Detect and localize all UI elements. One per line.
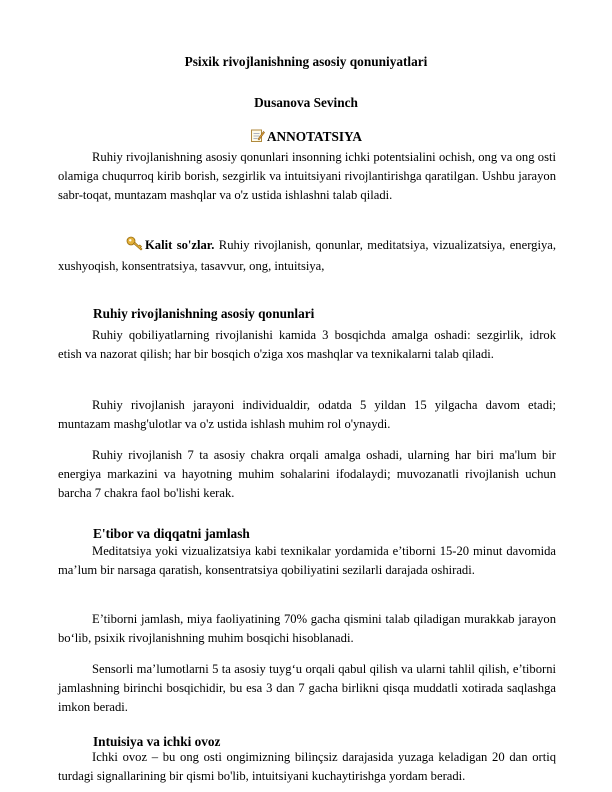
section3-paragraph-1: Ichki ovoz – bu ong osti ongimizning bilinçsiz darajasida yuzaga keladigan 20 dan ortiq turdagi signallarining bir qismi bo'lib, intuitsiyani kuchaytirishga yordam beradi. [58, 750, 556, 783]
section2-paragraph-1: Meditatsiya yoki vizualizatsiya kabi texnikalar yordamida e’tiborni 15-20 minut davomida ma’lum bir narsaga qaratish, konsentratsiya qobiliyatini sezilarli darajada oshiradi. [58, 544, 556, 577]
section-heading-intuition: Intuisiya va ichki ovoz [93, 734, 221, 749]
section-heading-development-laws: Ruhiy rivojlanishning asosiy qonunlari [93, 306, 315, 321]
author-name: Dusanova Sevinch [254, 95, 358, 110]
memo-icon [250, 128, 265, 147]
key-icon [92, 236, 143, 257]
annotation-heading-text: ANNOTATSIYA [266, 129, 363, 144]
section-heading-attention: E'tibor va diqqatni jamlash [93, 526, 250, 541]
section2-paragraph-3: Sensorli ma’lumotlarni 5 ta asosiy tuyg‘u orqali qabul qilish va ularni tahlil qilish, e’tiborni jamlashning birinchi bosqichidir, bu esa 3 dan 7 gacha birlikni qisqa muddatli xotirada saqlashga imkon beradi. [58, 662, 556, 714]
keywords-label: Kalit so'zlar. [145, 238, 215, 252]
annotation-text: Ruhiy rivojlanishning asosiy qonunlari insonning ichki potentsialini ochish, ong va ong osti olamiga chuqurroq kirib borish, sezgirlik va intuitsiyani rivojlantirishga qaratilgan. Ushbu jarayon sabr-toqat, muntazam mashqlar va o'z ustida ishlashni talab qiladi. [58, 150, 556, 202]
paper-title: Psixik rivojlanishning asosiy qonuniyatlari [184, 54, 428, 69]
keywords-paragraph [58, 236, 556, 276]
keywords-list: Ruhiy rivojlanish, qonunlar, meditatsiya, vizualizatsiya, energiya, xushyoqish, konsentratsiya, tasavvur, ong, intuitsiya, [58, 238, 556, 273]
section1-paragraph-1: Ruhiy qobiliyatlarning rivojlanishi kamida 3 bosqichda amalga oshadi: sezgirlik, idrok etish va nazorat qilish; har bir bosqich o'ziga xos mashqlar va texnikalarni talab qiladi. [58, 328, 556, 361]
section1-paragraph-3: Ruhiy rivojlanish 7 ta asosiy chakra orqali amalga oshadi, ularning har biri ma'lum bir energiya markazini va hayotning muhim sohalarini ifodalaydi; muvozanatli rivojlanish uchun barcha 7 chakra faol bo'lishi kerak. [58, 448, 556, 500]
section2-paragraph-2: E’tiborni jamlash, miya faoliyatining 70% gacha qismini talab qiladigan murakkab jarayon bo‘lib, psixik rivojlanishning muhim bosqichi hisoblanadi. [58, 612, 556, 645]
annotation-heading [0, 128, 612, 147]
section1-paragraph-2: Ruhiy rivojlanish jarayoni individualdir, odatda 5 yildan 15 yilgacha davom etadi; muntazam mashg'ulotlar va o'z ustida ishlash muhim rol o'ynaydi. [58, 398, 556, 431]
